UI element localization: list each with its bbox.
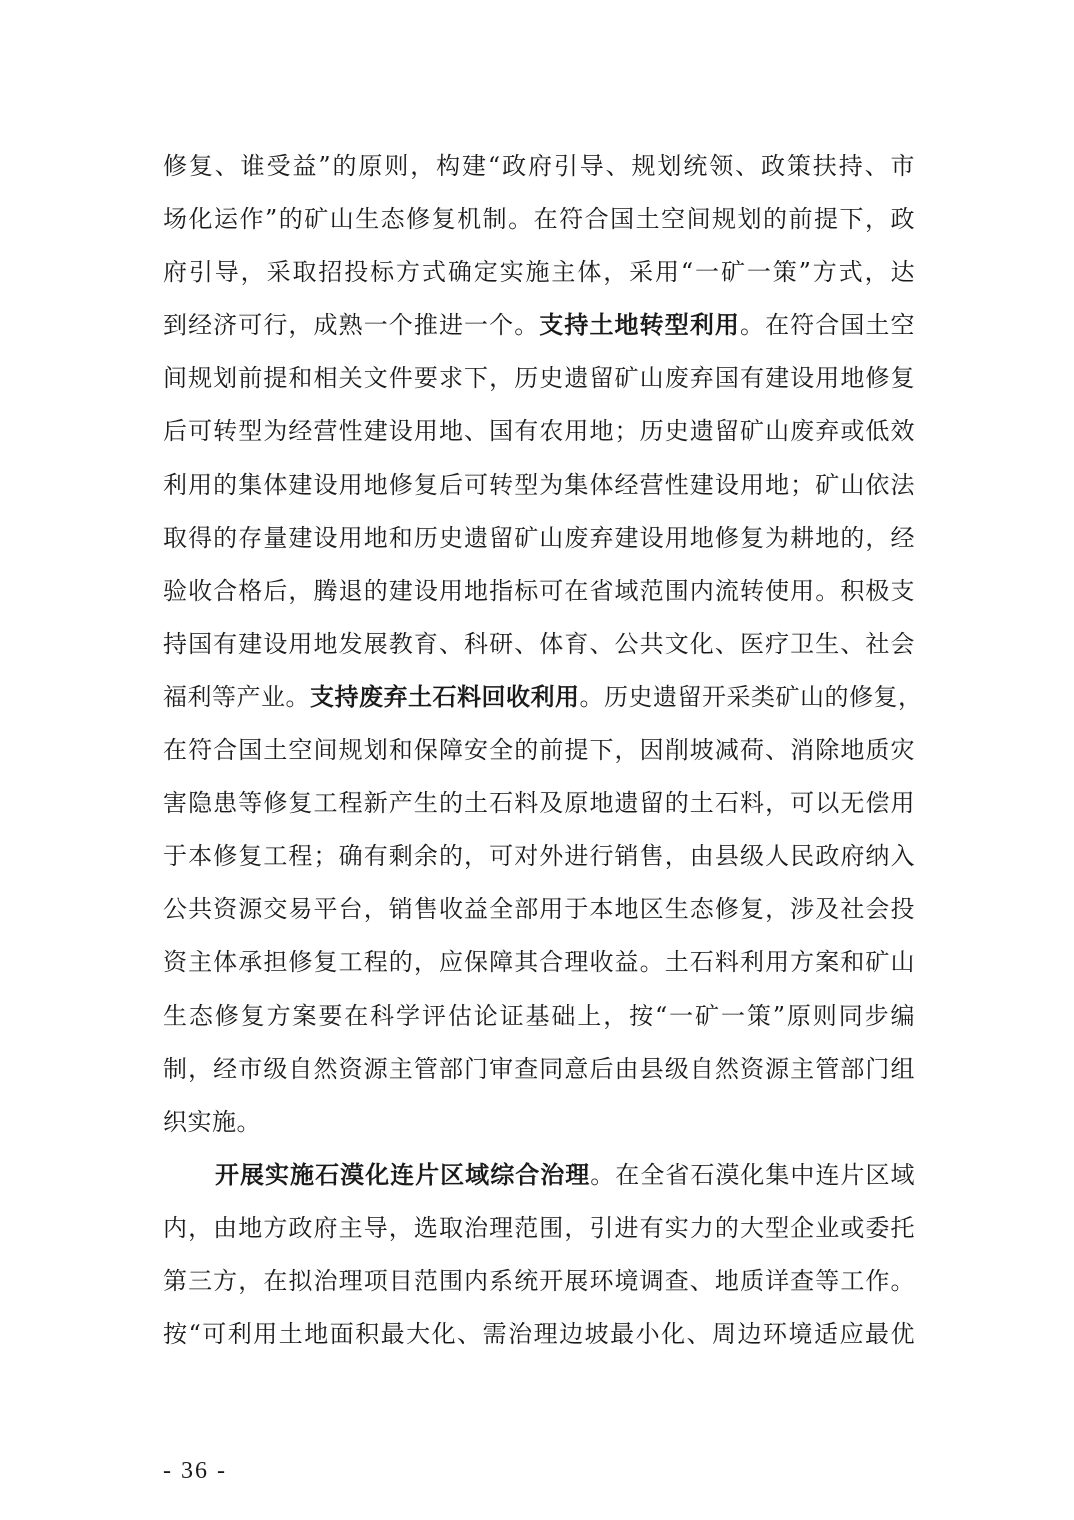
text-line: 织实施。 bbox=[163, 1107, 261, 1136]
text-line bbox=[163, 1149, 915, 1202]
text-line: 生态修复方案要在科学评估论证基础上，按“一矿一策”原则同步编 bbox=[163, 1001, 915, 1030]
text-line bbox=[163, 671, 923, 724]
text-line: 第三方，在拟治理项目范围内系统开展环境调查、地质详查等工作。 bbox=[163, 1266, 915, 1295]
text-segment: 到经济可行，成熟一个推进一个。 bbox=[163, 311, 540, 340]
bold-heading-rocky-desertification: 开展实施石漠化连片区域综合治理 bbox=[215, 1160, 591, 1189]
body-text bbox=[163, 140, 923, 1361]
text-line: 于本修复工程；确有剩余的，可对外进行销售，由县级人民政府纳入 bbox=[163, 842, 915, 871]
text-line: 验收合格后，腾退的建设用地指标可在省域范围内流转使用。积极支 bbox=[163, 576, 915, 605]
bold-heading-waste-rock-recycling: 支持废弃土石料回收利用 bbox=[310, 682, 580, 711]
text-line: 资主体承担修复工程的，应保障其合理收益。土石料利用方案和矿山 bbox=[163, 948, 915, 977]
page-number: - 36 - bbox=[163, 1458, 227, 1484]
text-line: 利用的集体建设用地修复后可转型为集体经营性建设用地；矿山依法 bbox=[163, 470, 915, 499]
text-line bbox=[163, 299, 915, 352]
text-segment: 。在符合国土空 bbox=[740, 311, 916, 340]
text-line: 府引导，采取招投标方式确定实施主体，采用“一矿一策”方式，达 bbox=[163, 258, 915, 287]
text-line: 害隐患等修复工程新产生的土石料及原地遗留的土石料，可以无偿用 bbox=[163, 789, 915, 818]
text-segment: 。历史遗留开采类矿山的修复， bbox=[579, 682, 923, 711]
text-segment: 福利等产业。 bbox=[163, 682, 310, 711]
text-line: 在符合国土空间规划和保障安全的前提下，因削坡减荷、消除地质灾 bbox=[163, 736, 915, 765]
text-line: 取得的存量建设用地和历史遗留矿山废弃建设用地修复为耕地的，经 bbox=[163, 523, 915, 552]
text-line: 间规划前提和相关文件要求下，历史遗留矿山废弃国有建设用地修复 bbox=[163, 364, 915, 393]
bold-heading-land-transformation: 支持土地转型利用 bbox=[539, 311, 740, 340]
text-line: 按“可利用土地面积最大化、需治理边坡最小化、周边环境适应最优 bbox=[163, 1320, 915, 1349]
text-line: 修复、谁受益”的原则，构建“政府引导、规划统领、政策扶持、市 bbox=[163, 152, 915, 180]
text-line: 制，经市级自然资源主管部门审查同意后由县级自然资源主管部门组 bbox=[163, 1054, 915, 1083]
text-line: 持国有建设用地发展教育、科研、体育、公共文化、医疗卫生、社会 bbox=[163, 629, 915, 658]
text-line: 内，由地方政府主导，选取治理范围，引进有实力的大型企业或委托 bbox=[163, 1213, 915, 1242]
text-line: 场化运作”的矿山生态修复机制。在符合国土空间规划的前提下，政 bbox=[163, 205, 915, 234]
text-segment: 。在全省石漠化集中连片区域 bbox=[590, 1160, 916, 1189]
text-line: 后可转型为经营性建设用地、国有农用地；历史遗留矿山废弃或低效 bbox=[163, 417, 915, 446]
text-line: 公共资源交易平台，销售收益全部用于本地区生态修复，涉及社会投 bbox=[163, 895, 915, 924]
